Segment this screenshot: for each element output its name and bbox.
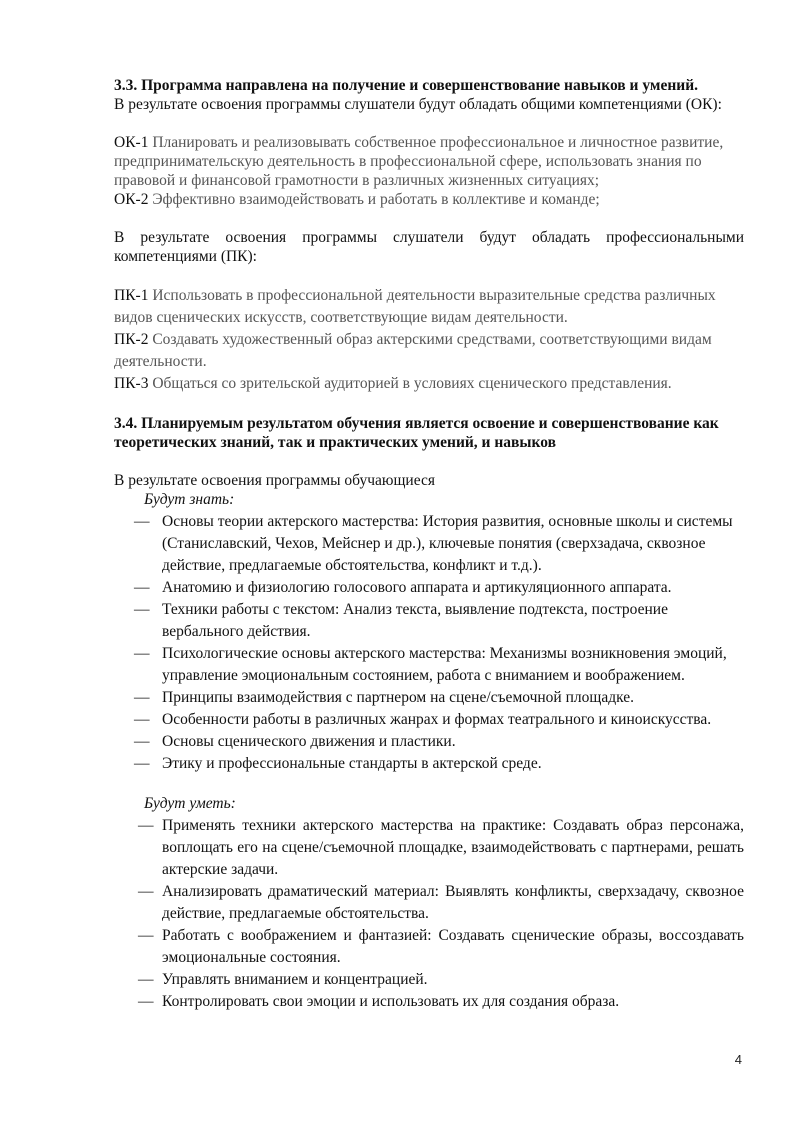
know-list — [114, 511, 744, 775]
competency-text: Создавать художественный образ актерскими средствами, соответствующими видам деятельности. — [114, 331, 712, 370]
dash-marker: — — [138, 883, 154, 900]
competency-pk-2 — [114, 329, 744, 373]
competency-text: Общаться со зрительской аудиторией в условиях сценического представления. — [148, 375, 672, 392]
list-item-text: Психологические основы актерского мастерства: Механизмы возникновения эмоций, управление эмоциональным состоянием, работа с вниманием и воображением. — [162, 645, 727, 684]
dash-marker: — — [138, 993, 154, 1010]
competency-text: Планировать и реализовывать собственное профессиональное и личностное развитие, предпринимательскую деятельность в профессиональной сфере, использовать знания по правовой и финансовой грамотности в различных жизненных ситуациях; — [114, 134, 724, 189]
learners-intro: В результате освоения программы обучающиеся — [114, 472, 435, 489]
dash-marker: — — [138, 817, 154, 834]
competency-ok-2 — [114, 190, 744, 209]
dash-marker: — — [134, 689, 150, 706]
list-item — [114, 709, 744, 731]
list-item-text: Основы теории актерского мастерства: История развития, основные школы и системы (Станиславский, Чехов, Мейснер и др.), ключевые понятия (сверхзадача, сквозное действие, предлагаемые обстоятельства, конфликт и т.д.). — [162, 513, 733, 574]
competency-text: Эффективно взаимодействовать и работать в коллективе и команде; — [148, 191, 600, 208]
dash-marker: — — [134, 645, 150, 662]
dash-marker: — — [134, 513, 150, 530]
list-item-text: Принципы взаимодействия с партнером на сцене/съемочной площадке. — [162, 689, 634, 706]
list-item-text: Анатомию и физиологию голосового аппарата и артикуляционного аппарата. — [162, 579, 672, 596]
list-item — [114, 969, 744, 991]
list-item — [114, 815, 744, 881]
dash-marker: — — [134, 733, 150, 750]
competency-code: ПК-2 — [114, 331, 149, 348]
competency-code: ПК-1 — [114, 287, 149, 304]
list-item — [114, 881, 744, 925]
dash-marker: — — [134, 711, 150, 728]
professional-competencies-intro: В результате освоения программы слушатели будут обладать профессиональными компетенциями (ПК): — [114, 229, 744, 265]
can-label: Будут уметь: — [144, 795, 236, 812]
list-item-text: Работать с воображением и фантазией: Создавать сценические образы, воссоздавать эмоциональные состояния. — [162, 927, 744, 966]
list-item — [114, 643, 744, 687]
dash-marker: — — [134, 579, 150, 596]
page-number: 4 — [734, 1052, 742, 1067]
list-item-text: Основы сценического движения и пластики. — [162, 733, 456, 750]
list-item-text: Особенности работы в различных жанрах и формах театрального и киноискусства. — [162, 711, 712, 728]
list-item-text: Анализировать драматический материал: Выявлять конфликты, сверхзадачу, сквозное действие, предлагаемые обстоятельства. — [162, 883, 744, 922]
list-item — [114, 511, 744, 577]
list-item — [114, 687, 744, 709]
list-item — [114, 991, 744, 1013]
page-content — [114, 76, 744, 1013]
list-item — [114, 577, 744, 599]
general-competencies-intro: В результате освоения программы слушатели будут обладать общими компетенциями (ОК): — [114, 96, 722, 113]
dash-marker: — — [134, 601, 150, 618]
competency-pk-1 — [114, 285, 744, 329]
list-item — [114, 925, 744, 969]
list-item-text: Управлять вниманием и концентрацией. — [162, 971, 428, 988]
list-item-text: Техники работы с текстом: Анализ текста, выявление подтекста, построение вербального действия. — [162, 601, 668, 640]
dash-marker: — — [134, 755, 150, 772]
competency-code: ОК-2 — [114, 191, 149, 208]
list-item — [114, 753, 744, 775]
list-item-text: Этику и профессиональные стандарты в актерской среде. — [162, 755, 542, 772]
can-list — [114, 815, 744, 1013]
competency-code: ОК-1 — [114, 134, 149, 151]
competency-text: Использовать в профессиональной деятельности выразительные средства различных видов сценических искусств, соответствующие видам деятельности. — [114, 287, 716, 326]
list-item-text: Контролировать свои эмоции и использовать их для создания образа. — [162, 993, 620, 1010]
list-item-text: Применять техники актерского мастерства на практике: Создавать образ персонажа, воплощать его на сцене/съемочной площадке, взаимодействовать с партнерами, решать актерские задачи. — [162, 817, 744, 878]
section-34-heading: 3.4. Планируемым результатом обучения является освоение и совершенствование как теоретических знаний, так и практических умений, и навыков — [114, 415, 719, 451]
dash-marker: — — [138, 971, 154, 988]
dash-marker: — — [138, 927, 154, 944]
know-label: Будут знать: — [144, 491, 235, 508]
competency-ok-1 — [114, 133, 744, 190]
competency-code: ПК-3 — [114, 375, 149, 392]
section-33-heading: 3.3. Программа направлена на получение и совершенствование навыков и умений. — [114, 77, 699, 94]
list-item — [114, 599, 744, 643]
list-item — [114, 731, 744, 753]
competency-pk-3 — [114, 373, 744, 395]
